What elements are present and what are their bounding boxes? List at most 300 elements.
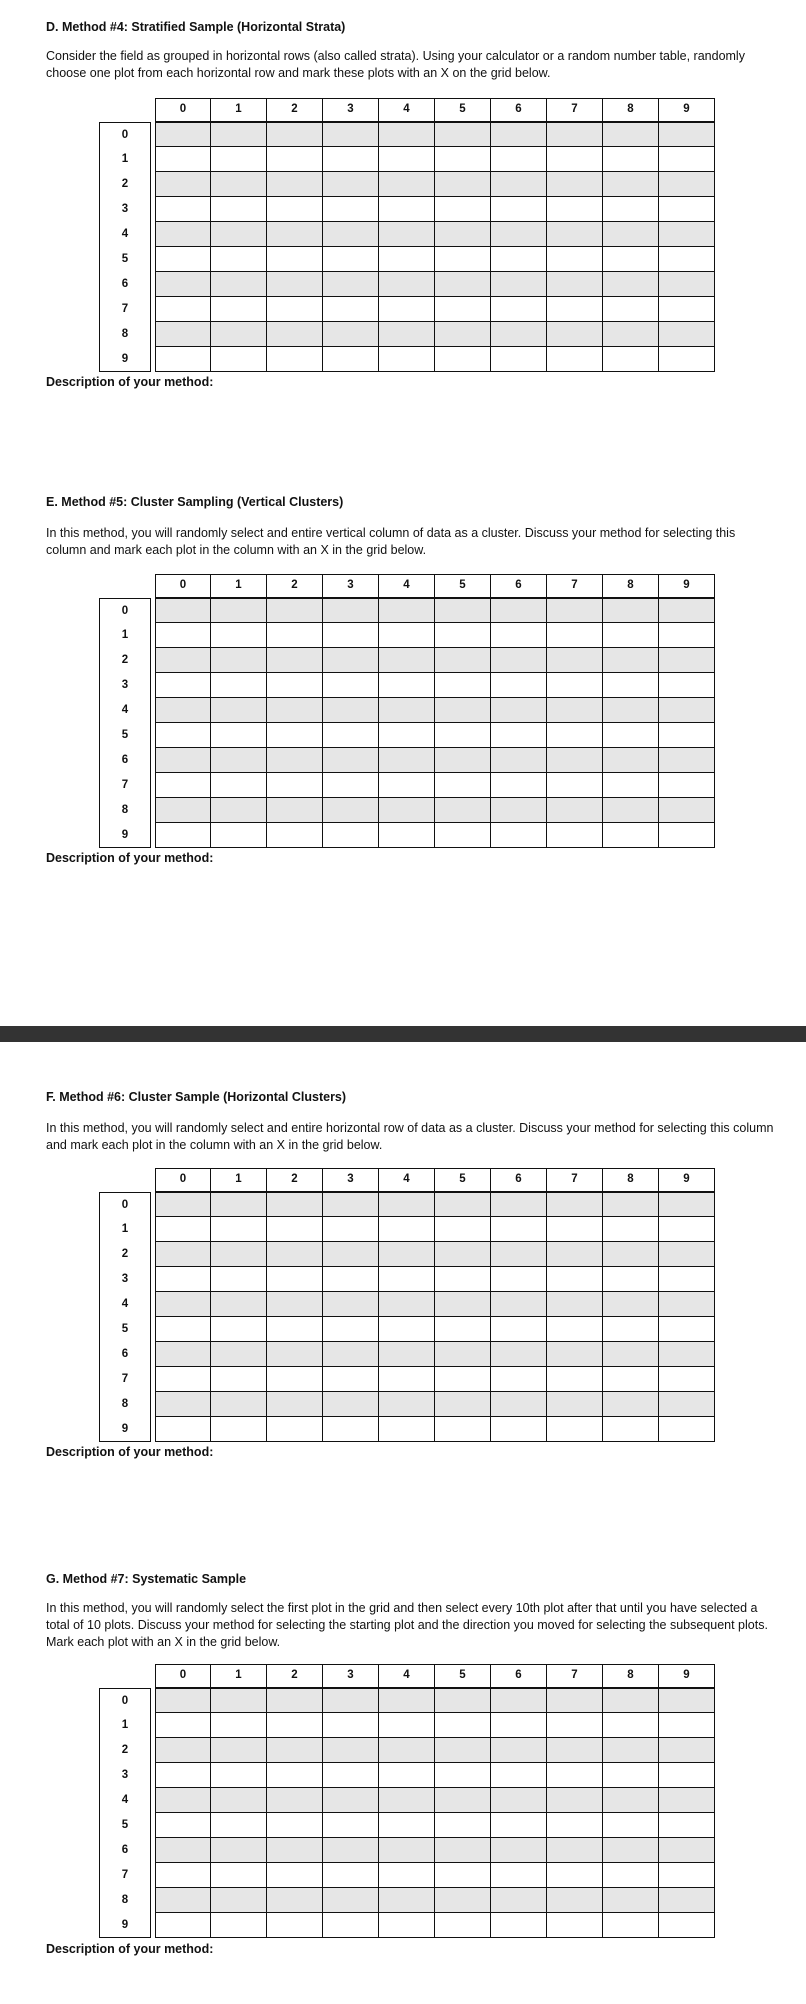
plot-cell[interactable]: [603, 1688, 659, 1713]
plot-cell[interactable]: [603, 698, 659, 723]
plot-cell[interactable]: [267, 1267, 323, 1292]
plot-cell[interactable]: [603, 1763, 659, 1788]
plot-cell[interactable]: [323, 1317, 379, 1342]
plot-cell[interactable]: [603, 648, 659, 673]
plot-cell[interactable]: [491, 1367, 547, 1392]
plot-cell[interactable]: [435, 272, 491, 297]
plot-cell[interactable]: [435, 1192, 491, 1217]
plot-cell[interactable]: [211, 1367, 267, 1392]
plot-cell[interactable]: [659, 1367, 715, 1392]
plot-cell[interactable]: [267, 147, 323, 172]
plot-cell[interactable]: [155, 648, 211, 673]
plot-cell[interactable]: [603, 723, 659, 748]
plot-cell[interactable]: [267, 172, 323, 197]
plot-cell[interactable]: [603, 623, 659, 648]
plot-cell[interactable]: [155, 122, 211, 147]
plot-cell[interactable]: [603, 1317, 659, 1342]
plot-cell[interactable]: [155, 1738, 211, 1763]
plot-cell[interactable]: [267, 648, 323, 673]
plot-cell[interactable]: [211, 623, 267, 648]
plot-cell[interactable]: [211, 648, 267, 673]
plot-cell[interactable]: [379, 247, 435, 272]
plot-cell[interactable]: [435, 1317, 491, 1342]
plot-cell[interactable]: [155, 598, 211, 623]
plot-cell[interactable]: [379, 172, 435, 197]
plot-cell[interactable]: [211, 1838, 267, 1863]
plot-cell[interactable]: [267, 272, 323, 297]
plot-cell[interactable]: [379, 122, 435, 147]
plot-cell[interactable]: [603, 247, 659, 272]
plot-cell[interactable]: [435, 147, 491, 172]
plot-cell[interactable]: [603, 1813, 659, 1838]
plot-cell[interactable]: [267, 1242, 323, 1267]
plot-cell[interactable]: [603, 222, 659, 247]
plot-cell[interactable]: [323, 1713, 379, 1738]
plot-cell[interactable]: [547, 1292, 603, 1317]
plot-cell[interactable]: [603, 1192, 659, 1217]
plot-cell[interactable]: [603, 322, 659, 347]
plot-cell[interactable]: [603, 1242, 659, 1267]
plot-cell[interactable]: [267, 698, 323, 723]
plot-cell[interactable]: [435, 1217, 491, 1242]
plot-cell[interactable]: [267, 1317, 323, 1342]
plot-cell[interactable]: [659, 1688, 715, 1713]
plot-cell[interactable]: [491, 1738, 547, 1763]
plot-cell[interactable]: [323, 748, 379, 773]
plot-cell[interactable]: [155, 322, 211, 347]
plot-cell[interactable]: [603, 1888, 659, 1913]
plot-cell[interactable]: [491, 648, 547, 673]
plot-cell[interactable]: [323, 347, 379, 372]
plot-cell[interactable]: [323, 1763, 379, 1788]
plot-cell[interactable]: [491, 222, 547, 247]
plot-cell[interactable]: [659, 773, 715, 798]
plot-cell[interactable]: [491, 798, 547, 823]
plot-cell[interactable]: [547, 673, 603, 698]
plot-cell[interactable]: [379, 1913, 435, 1938]
plot-cell[interactable]: [547, 748, 603, 773]
plot-cell[interactable]: [323, 1242, 379, 1267]
plot-cell[interactable]: [547, 648, 603, 673]
plot-cell[interactable]: [491, 1888, 547, 1913]
plot-cell[interactable]: [155, 172, 211, 197]
plot-cell[interactable]: [267, 222, 323, 247]
plot-cell[interactable]: [267, 598, 323, 623]
plot-cell[interactable]: [491, 1242, 547, 1267]
plot-cell[interactable]: [323, 1392, 379, 1417]
plot-cell[interactable]: [323, 598, 379, 623]
plot-cell[interactable]: [603, 1342, 659, 1367]
plot-cell[interactable]: [659, 1317, 715, 1342]
plot-cell[interactable]: [435, 698, 491, 723]
plot-cell[interactable]: [435, 222, 491, 247]
plot-cell[interactable]: [491, 1292, 547, 1317]
plot-cell[interactable]: [435, 1913, 491, 1938]
plot-cell[interactable]: [491, 197, 547, 222]
plot-cell[interactable]: [659, 347, 715, 372]
plot-cell[interactable]: [659, 272, 715, 297]
plot-cell[interactable]: [491, 598, 547, 623]
plot-cell[interactable]: [435, 1292, 491, 1317]
plot-cell[interactable]: [379, 798, 435, 823]
plot-cell[interactable]: [435, 247, 491, 272]
plot-cell[interactable]: [211, 1738, 267, 1763]
plot-cell[interactable]: [435, 723, 491, 748]
plot-cell[interactable]: [379, 272, 435, 297]
plot-cell[interactable]: [211, 147, 267, 172]
plot-cell[interactable]: [491, 347, 547, 372]
plot-cell[interactable]: [435, 673, 491, 698]
plot-cell[interactable]: [491, 1863, 547, 1888]
plot-cell[interactable]: [491, 773, 547, 798]
plot-cell[interactable]: [379, 648, 435, 673]
plot-cell[interactable]: [659, 1242, 715, 1267]
plot-cell[interactable]: [547, 723, 603, 748]
plot-cell[interactable]: [323, 1863, 379, 1888]
plot-cell[interactable]: [547, 623, 603, 648]
plot-cell[interactable]: [491, 623, 547, 648]
plot-cell[interactable]: [547, 122, 603, 147]
plot-cell[interactable]: [379, 623, 435, 648]
plot-cell[interactable]: [155, 723, 211, 748]
plot-cell[interactable]: [323, 1913, 379, 1938]
plot-cell[interactable]: [547, 823, 603, 848]
plot-cell[interactable]: [267, 773, 323, 798]
plot-cell[interactable]: [603, 347, 659, 372]
plot-cell[interactable]: [491, 1913, 547, 1938]
plot-cell[interactable]: [155, 623, 211, 648]
plot-cell[interactable]: [659, 1292, 715, 1317]
plot-cell[interactable]: [491, 823, 547, 848]
plot-cell[interactable]: [603, 1713, 659, 1738]
plot-cell[interactable]: [491, 1813, 547, 1838]
plot-cell[interactable]: [323, 247, 379, 272]
plot-cell[interactable]: [155, 1888, 211, 1913]
plot-cell[interactable]: [267, 1788, 323, 1813]
plot-cell[interactable]: [211, 122, 267, 147]
plot-cell[interactable]: [211, 1888, 267, 1913]
plot-cell[interactable]: [323, 798, 379, 823]
plot-cell[interactable]: [435, 1688, 491, 1713]
plot-cell[interactable]: [379, 1863, 435, 1888]
plot-cell[interactable]: [211, 673, 267, 698]
plot-cell[interactable]: [379, 222, 435, 247]
plot-cell[interactable]: [659, 147, 715, 172]
plot-cell[interactable]: [379, 698, 435, 723]
plot-cell[interactable]: [659, 1267, 715, 1292]
plot-cell[interactable]: [435, 1838, 491, 1863]
plot-cell[interactable]: [323, 172, 379, 197]
plot-cell[interactable]: [435, 122, 491, 147]
plot-cell[interactable]: [267, 1763, 323, 1788]
plot-cell[interactable]: [323, 297, 379, 322]
plot-cell[interactable]: [211, 598, 267, 623]
plot-cell[interactable]: [547, 1713, 603, 1738]
plot-cell[interactable]: [267, 1392, 323, 1417]
plot-cell[interactable]: [155, 798, 211, 823]
plot-cell[interactable]: [547, 1317, 603, 1342]
plot-cell[interactable]: [659, 197, 715, 222]
plot-cell[interactable]: [211, 773, 267, 798]
plot-cell[interactable]: [379, 1688, 435, 1713]
plot-cell[interactable]: [435, 798, 491, 823]
plot-cell[interactable]: [323, 1367, 379, 1392]
plot-cell[interactable]: [267, 748, 323, 773]
plot-cell[interactable]: [659, 1888, 715, 1913]
plot-cell[interactable]: [323, 322, 379, 347]
plot-cell[interactable]: [323, 1192, 379, 1217]
plot-cell[interactable]: [323, 1688, 379, 1713]
plot-cell[interactable]: [435, 322, 491, 347]
plot-cell[interactable]: [491, 122, 547, 147]
plot-cell[interactable]: [659, 798, 715, 823]
plot-cell[interactable]: [603, 172, 659, 197]
plot-cell[interactable]: [379, 1342, 435, 1367]
plot-cell[interactable]: [491, 1317, 547, 1342]
plot-cell[interactable]: [491, 1417, 547, 1442]
plot-cell[interactable]: [603, 1913, 659, 1938]
plot-cell[interactable]: [323, 1342, 379, 1367]
plot-cell[interactable]: [435, 197, 491, 222]
plot-cell[interactable]: [379, 1713, 435, 1738]
plot-cell[interactable]: [603, 1788, 659, 1813]
plot-cell[interactable]: [547, 172, 603, 197]
plot-cell[interactable]: [379, 723, 435, 748]
plot-cell[interactable]: [379, 1217, 435, 1242]
plot-cell[interactable]: [155, 748, 211, 773]
plot-cell[interactable]: [603, 1292, 659, 1317]
plot-cell[interactable]: [211, 1813, 267, 1838]
plot-cell[interactable]: [547, 798, 603, 823]
plot-cell[interactable]: [435, 172, 491, 197]
plot-cell[interactable]: [659, 172, 715, 197]
plot-cell[interactable]: [659, 698, 715, 723]
plot-cell[interactable]: [603, 798, 659, 823]
plot-cell[interactable]: [379, 197, 435, 222]
plot-cell[interactable]: [603, 122, 659, 147]
plot-cell[interactable]: [547, 1688, 603, 1713]
plot-cell[interactable]: [267, 1838, 323, 1863]
plot-cell[interactable]: [603, 598, 659, 623]
plot-cell[interactable]: [659, 1392, 715, 1417]
plot-cell[interactable]: [659, 1192, 715, 1217]
plot-cell[interactable]: [435, 1788, 491, 1813]
plot-cell[interactable]: [659, 748, 715, 773]
plot-cell[interactable]: [323, 723, 379, 748]
plot-cell[interactable]: [659, 1713, 715, 1738]
plot-cell[interactable]: [435, 1713, 491, 1738]
plot-cell[interactable]: [435, 773, 491, 798]
plot-cell[interactable]: [211, 1863, 267, 1888]
plot-cell[interactable]: [603, 147, 659, 172]
plot-cell[interactable]: [323, 673, 379, 698]
plot-cell[interactable]: [267, 798, 323, 823]
plot-cell[interactable]: [155, 247, 211, 272]
plot-cell[interactable]: [435, 297, 491, 322]
plot-cell[interactable]: [547, 322, 603, 347]
plot-cell[interactable]: [155, 1813, 211, 1838]
plot-cell[interactable]: [211, 347, 267, 372]
plot-cell[interactable]: [491, 147, 547, 172]
plot-cell[interactable]: [211, 798, 267, 823]
plot-cell[interactable]: [155, 272, 211, 297]
plot-cell[interactable]: [603, 1217, 659, 1242]
plot-cell[interactable]: [323, 823, 379, 848]
plot-cell[interactable]: [267, 1888, 323, 1913]
plot-cell[interactable]: [491, 748, 547, 773]
plot-cell[interactable]: [435, 1763, 491, 1788]
plot-cell[interactable]: [267, 122, 323, 147]
plot-cell[interactable]: [267, 1192, 323, 1217]
plot-cell[interactable]: [211, 197, 267, 222]
plot-cell[interactable]: [547, 247, 603, 272]
plot-cell[interactable]: [435, 1367, 491, 1392]
plot-cell[interactable]: [435, 1417, 491, 1442]
plot-cell[interactable]: [491, 1192, 547, 1217]
plot-cell[interactable]: [603, 1863, 659, 1888]
plot-cell[interactable]: [491, 1392, 547, 1417]
plot-cell[interactable]: [379, 1267, 435, 1292]
plot-cell[interactable]: [379, 1192, 435, 1217]
plot-cell[interactable]: [155, 1292, 211, 1317]
plot-cell[interactable]: [603, 823, 659, 848]
plot-cell[interactable]: [323, 122, 379, 147]
plot-cell[interactable]: [211, 1192, 267, 1217]
plot-cell[interactable]: [155, 1913, 211, 1938]
plot-cell[interactable]: [659, 297, 715, 322]
plot-cell[interactable]: [155, 1688, 211, 1713]
plot-cell[interactable]: [155, 1192, 211, 1217]
plot-cell[interactable]: [323, 1292, 379, 1317]
plot-cell[interactable]: [155, 1417, 211, 1442]
plot-cell[interactable]: [603, 673, 659, 698]
plot-cell[interactable]: [547, 773, 603, 798]
plot-cell[interactable]: [323, 1417, 379, 1442]
plot-cell[interactable]: [379, 1317, 435, 1342]
plot-cell[interactable]: [491, 1788, 547, 1813]
plot-cell[interactable]: [379, 1813, 435, 1838]
plot-cell[interactable]: [547, 1788, 603, 1813]
plot-cell[interactable]: [547, 1267, 603, 1292]
plot-cell[interactable]: [603, 748, 659, 773]
plot-cell[interactable]: [547, 1813, 603, 1838]
plot-cell[interactable]: [435, 1242, 491, 1267]
plot-cell[interactable]: [547, 222, 603, 247]
plot-cell[interactable]: [323, 1217, 379, 1242]
plot-cell[interactable]: [211, 172, 267, 197]
plot-cell[interactable]: [659, 122, 715, 147]
plot-cell[interactable]: [155, 222, 211, 247]
plot-cell[interactable]: [211, 1788, 267, 1813]
plot-cell[interactable]: [491, 1763, 547, 1788]
plot-cell[interactable]: [211, 1217, 267, 1242]
plot-cell[interactable]: [435, 1813, 491, 1838]
plot-cell[interactable]: [267, 623, 323, 648]
plot-cell[interactable]: [659, 1788, 715, 1813]
plot-cell[interactable]: [267, 1342, 323, 1367]
plot-cell[interactable]: [211, 1292, 267, 1317]
plot-cell[interactable]: [267, 1367, 323, 1392]
plot-cell[interactable]: [659, 1863, 715, 1888]
plot-cell[interactable]: [659, 1738, 715, 1763]
plot-cell[interactable]: [547, 1763, 603, 1788]
plot-cell[interactable]: [659, 823, 715, 848]
plot-cell[interactable]: [659, 723, 715, 748]
plot-cell[interactable]: [379, 598, 435, 623]
plot-cell[interactable]: [547, 197, 603, 222]
plot-cell[interactable]: [435, 623, 491, 648]
plot-cell[interactable]: [267, 1217, 323, 1242]
plot-cell[interactable]: [155, 1367, 211, 1392]
plot-cell[interactable]: [211, 1342, 267, 1367]
plot-cell[interactable]: [211, 748, 267, 773]
plot-cell[interactable]: [379, 1763, 435, 1788]
plot-cell[interactable]: [659, 648, 715, 673]
plot-cell[interactable]: [155, 1217, 211, 1242]
plot-cell[interactable]: [323, 147, 379, 172]
plot-cell[interactable]: [435, 347, 491, 372]
plot-cell[interactable]: [211, 1763, 267, 1788]
plot-cell[interactable]: [659, 222, 715, 247]
plot-cell[interactable]: [323, 698, 379, 723]
plot-cell[interactable]: [211, 222, 267, 247]
plot-cell[interactable]: [155, 197, 211, 222]
plot-cell[interactable]: [267, 1713, 323, 1738]
plot-cell[interactable]: [379, 823, 435, 848]
plot-cell[interactable]: [491, 1267, 547, 1292]
plot-cell[interactable]: [379, 1888, 435, 1913]
plot-cell[interactable]: [379, 297, 435, 322]
plot-cell[interactable]: [211, 1417, 267, 1442]
plot-cell[interactable]: [491, 1217, 547, 1242]
plot-cell[interactable]: [379, 347, 435, 372]
plot-cell[interactable]: [379, 147, 435, 172]
plot-cell[interactable]: [211, 247, 267, 272]
plot-cell[interactable]: [659, 247, 715, 272]
plot-cell[interactable]: [155, 773, 211, 798]
plot-cell[interactable]: [155, 147, 211, 172]
plot-cell[interactable]: [323, 1267, 379, 1292]
plot-cell[interactable]: [659, 1813, 715, 1838]
plot-cell[interactable]: [547, 1913, 603, 1938]
plot-cell[interactable]: [435, 823, 491, 848]
plot-cell[interactable]: [491, 272, 547, 297]
plot-cell[interactable]: [211, 698, 267, 723]
plot-cell[interactable]: [211, 1688, 267, 1713]
plot-cell[interactable]: [659, 598, 715, 623]
plot-cell[interactable]: [155, 1392, 211, 1417]
plot-cell[interactable]: [267, 1813, 323, 1838]
plot-cell[interactable]: [547, 1192, 603, 1217]
plot-cell[interactable]: [379, 1367, 435, 1392]
plot-cell[interactable]: [547, 1392, 603, 1417]
plot-cell[interactable]: [547, 1342, 603, 1367]
plot-cell[interactable]: [267, 347, 323, 372]
plot-cell[interactable]: [155, 1317, 211, 1342]
plot-cell[interactable]: [211, 823, 267, 848]
plot-cell[interactable]: [435, 1738, 491, 1763]
plot-cell[interactable]: [547, 1217, 603, 1242]
plot-cell[interactable]: [547, 1738, 603, 1763]
plot-cell[interactable]: [155, 1267, 211, 1292]
plot-cell[interactable]: [603, 272, 659, 297]
plot-cell[interactable]: [547, 147, 603, 172]
plot-cell[interactable]: [211, 297, 267, 322]
plot-cell[interactable]: [379, 773, 435, 798]
plot-cell[interactable]: [155, 1763, 211, 1788]
plot-cell[interactable]: [267, 1417, 323, 1442]
plot-cell[interactable]: [547, 1863, 603, 1888]
